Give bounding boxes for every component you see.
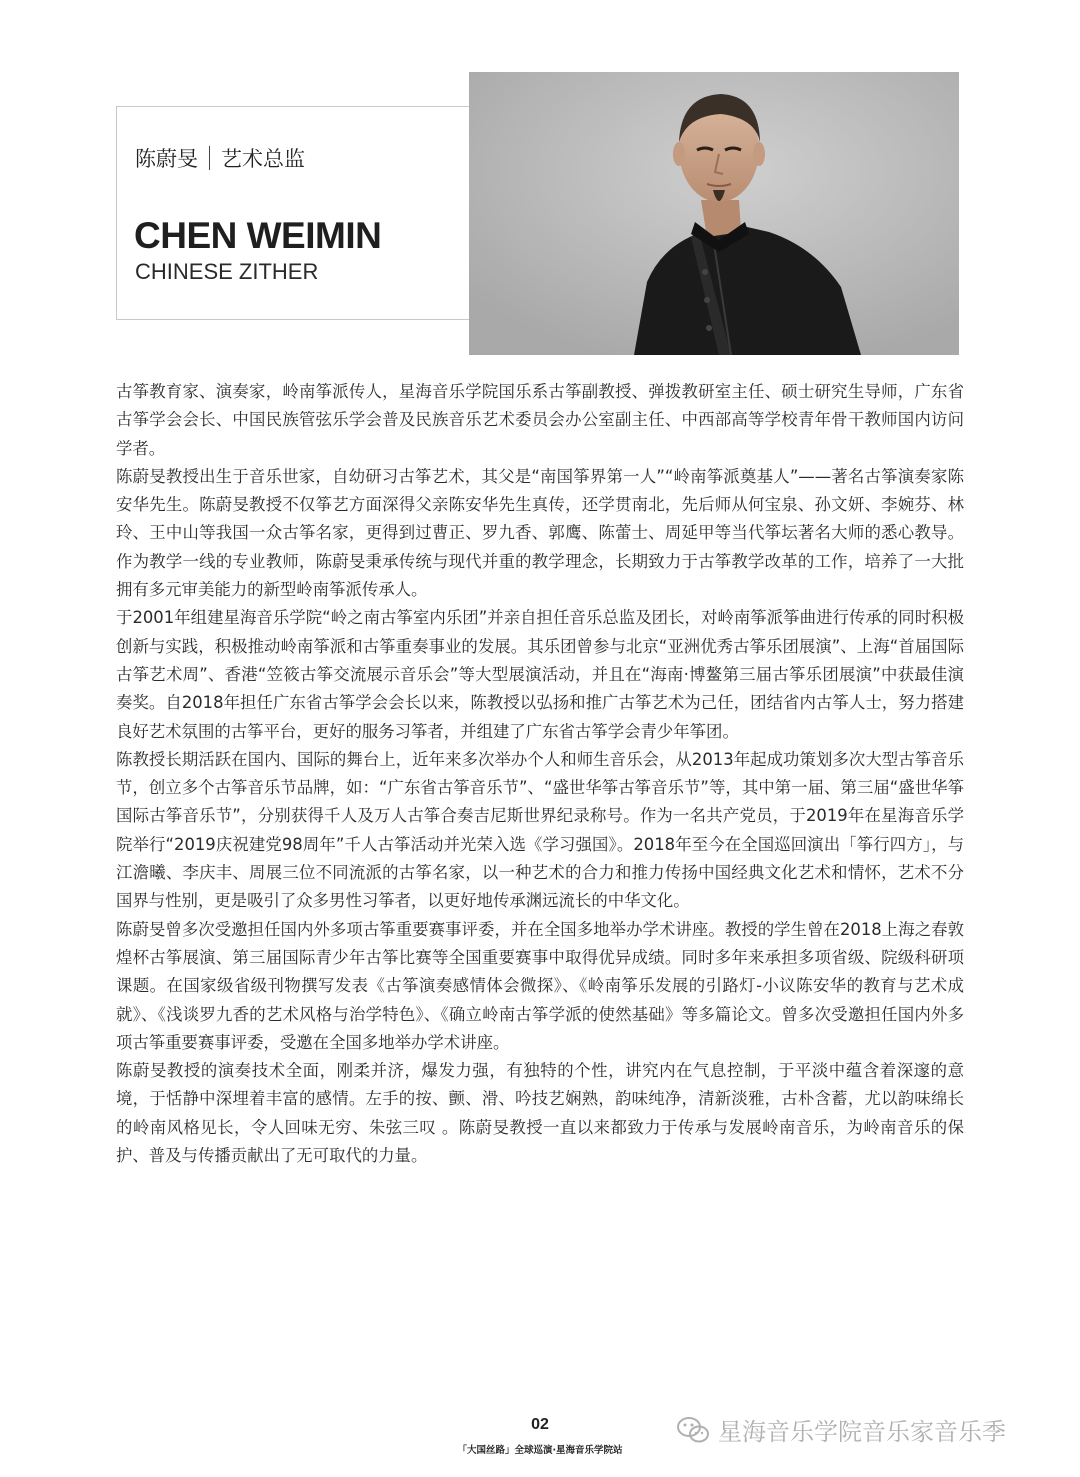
bio-paragraph: 于2001年组建星海音乐学院“岭之南古筝室内乐团”并亲自担任音乐总监及团长，对岭南筝派筝曲进行传承的同时积极创新与实践，积极推动岭南筝派和古筝重奏事业的发展。其乐团曾参与北京“亚洲优秀古筝乐团展演”、上海“首届国际古筝艺术周”、香港“笠筱古筝交流展示音乐会”等大型展演活动，并且在“海南·博鳌第三届古筝乐团展演”中获最佳演奏奖。自2018年担任广东省古筝学会会长以来，陈教授以弘扬和推广古筝艺术为己任，团结省内古筝人士，努力搭建良好艺术氛围的古筝平台，更好的服务习筝者，并组建了广东省古筝学会青少年筝团。 [116, 608, 964, 741]
watermark-text: 星海音乐学院音乐家音乐季 [718, 1418, 1006, 1446]
page-number: 02 [531, 1416, 549, 1433]
portrait-icon [469, 72, 959, 355]
bio-paragraph: 陈蔚旻曾多次受邀担任国内外多项古筝重要赛事评委，并在全国多地举办学术讲座。教授的学生曾在2018上海之春敦煌杯古筝展演、第三届国际青少年古筝比赛等全国重要赛事中取得优异成绩。同时多年来承担多项省级、院级科研项课题。在国家级省级刊物撰写发表《古筝演奏感情体会微探》、《岭南筝乐发展的引路灯-小议陈安华的教育与艺术成就》、《浅谈罗九香的艺术风格与治学特色》、《确立岭南古筝学派的使然基础》等多篇论文。曾多次受邀担任国内外多项古筝重要赛事评委，受邀在全国多地举办学术讲座。 [116, 919, 964, 1052]
portrait-photo [469, 72, 959, 355]
bio-paragraph: 陈教授长期活跃在国内、国际的舞台上，近年来多次举办个人和师生音乐会，从2013年起成功策划多次大型古筝音乐节，创立多个古筝音乐节品牌，如：“广东省古筝音乐节”、“盛世华筝古筝音乐节”等，其中第一届、第三届“盛世华筝国际古筝音乐节”，分别获得千人及万人古筝合奏吉尼斯世界纪录称号。作为一名共产党员，于2019年在星海音乐学院举行“2019庆祝建党98周年”千人古筝活动并光荣入选《学习强国》。2018年至今在全国巡回演出「筝行四方」，与江澹曦、李庆丰、周展三位不同流派的古筝名家，以一种艺术的合力和推力传扬中国经典文化艺术和情怀，艺术不分国界与性别，更是吸引了众多男性习筝者，以更好地传承渊远流长的中华文化。 [116, 749, 964, 911]
english-name: CHEN WEIMIN [134, 215, 382, 256]
bio-paragraph: 古筝教育家、演奏家，岭南筝派传人，星海音乐学院国乐系古筝副教授、弹拨教研室主任、硕士研究生导师，广东省古筝学会会长、中国民族管弦乐学会普及民族音乐艺术委员会办公室副主任、中西部高等学校青年骨干教师国内访问学者。 [116, 382, 964, 458]
bio-paragraph: 陈蔚旻教授出生于音乐世家，自幼研习古筝艺术，其父是“南国筝界第一人”“岭南筝派奠基人”——著名古筝演奏家陈安华先生。陈蔚旻教授不仅筝艺方面深得父亲陈安华先生真传，还学贯南北，先后师从何宝泉、孙文妍、李婉芬、林玲、王中山等我国一众古筝名家，更得到过曹正、罗九香、郭鹰、陈蕾士、周延甲等当代筝坛著名大师的悉心教导。作为教学一线的专业教师，陈蔚旻秉承传统与现代并重的教学理念，长期致力于古筝教学改革的工作，培养了一大批拥有多元审美能力的新型岭南筝派传承人。 [116, 466, 964, 600]
footer-caption: 「大国丝路」全球巡演·星海音乐学院站 [457, 1445, 623, 1456]
bio-paragraph: 陈蔚旻教授的演奏技术全面，刚柔并济，爆发力强，有独特的个性，讲究内在气息控制，于平淡中蕴含着深邃的意境，于恬静中深埋着丰富的感情。左手的按、颤、滑、吟技艺娴熟，韵味纯净，清新淡雅，古朴含蓄，尤以韵味绵长的岭南风格见长，令人回味无穷、朱弦三叹 。陈蔚旻教授一直以来都致力于传承与发展岭南音乐，为岭南音乐的保护、普及与传播贡献出了无可取代的力量。 [116, 1061, 964, 1166]
watermark [676, 1412, 1006, 1447]
chinese-name: 陈蔚旻 [135, 147, 198, 171]
title-separator [209, 146, 210, 170]
english-instrument: CHINESE ZITHER [135, 259, 319, 284]
chinese-title [135, 143, 305, 173]
biography [116, 378, 964, 1170]
wechat-icon [676, 1415, 710, 1445]
chinese-role: 艺术总监 [221, 147, 305, 171]
